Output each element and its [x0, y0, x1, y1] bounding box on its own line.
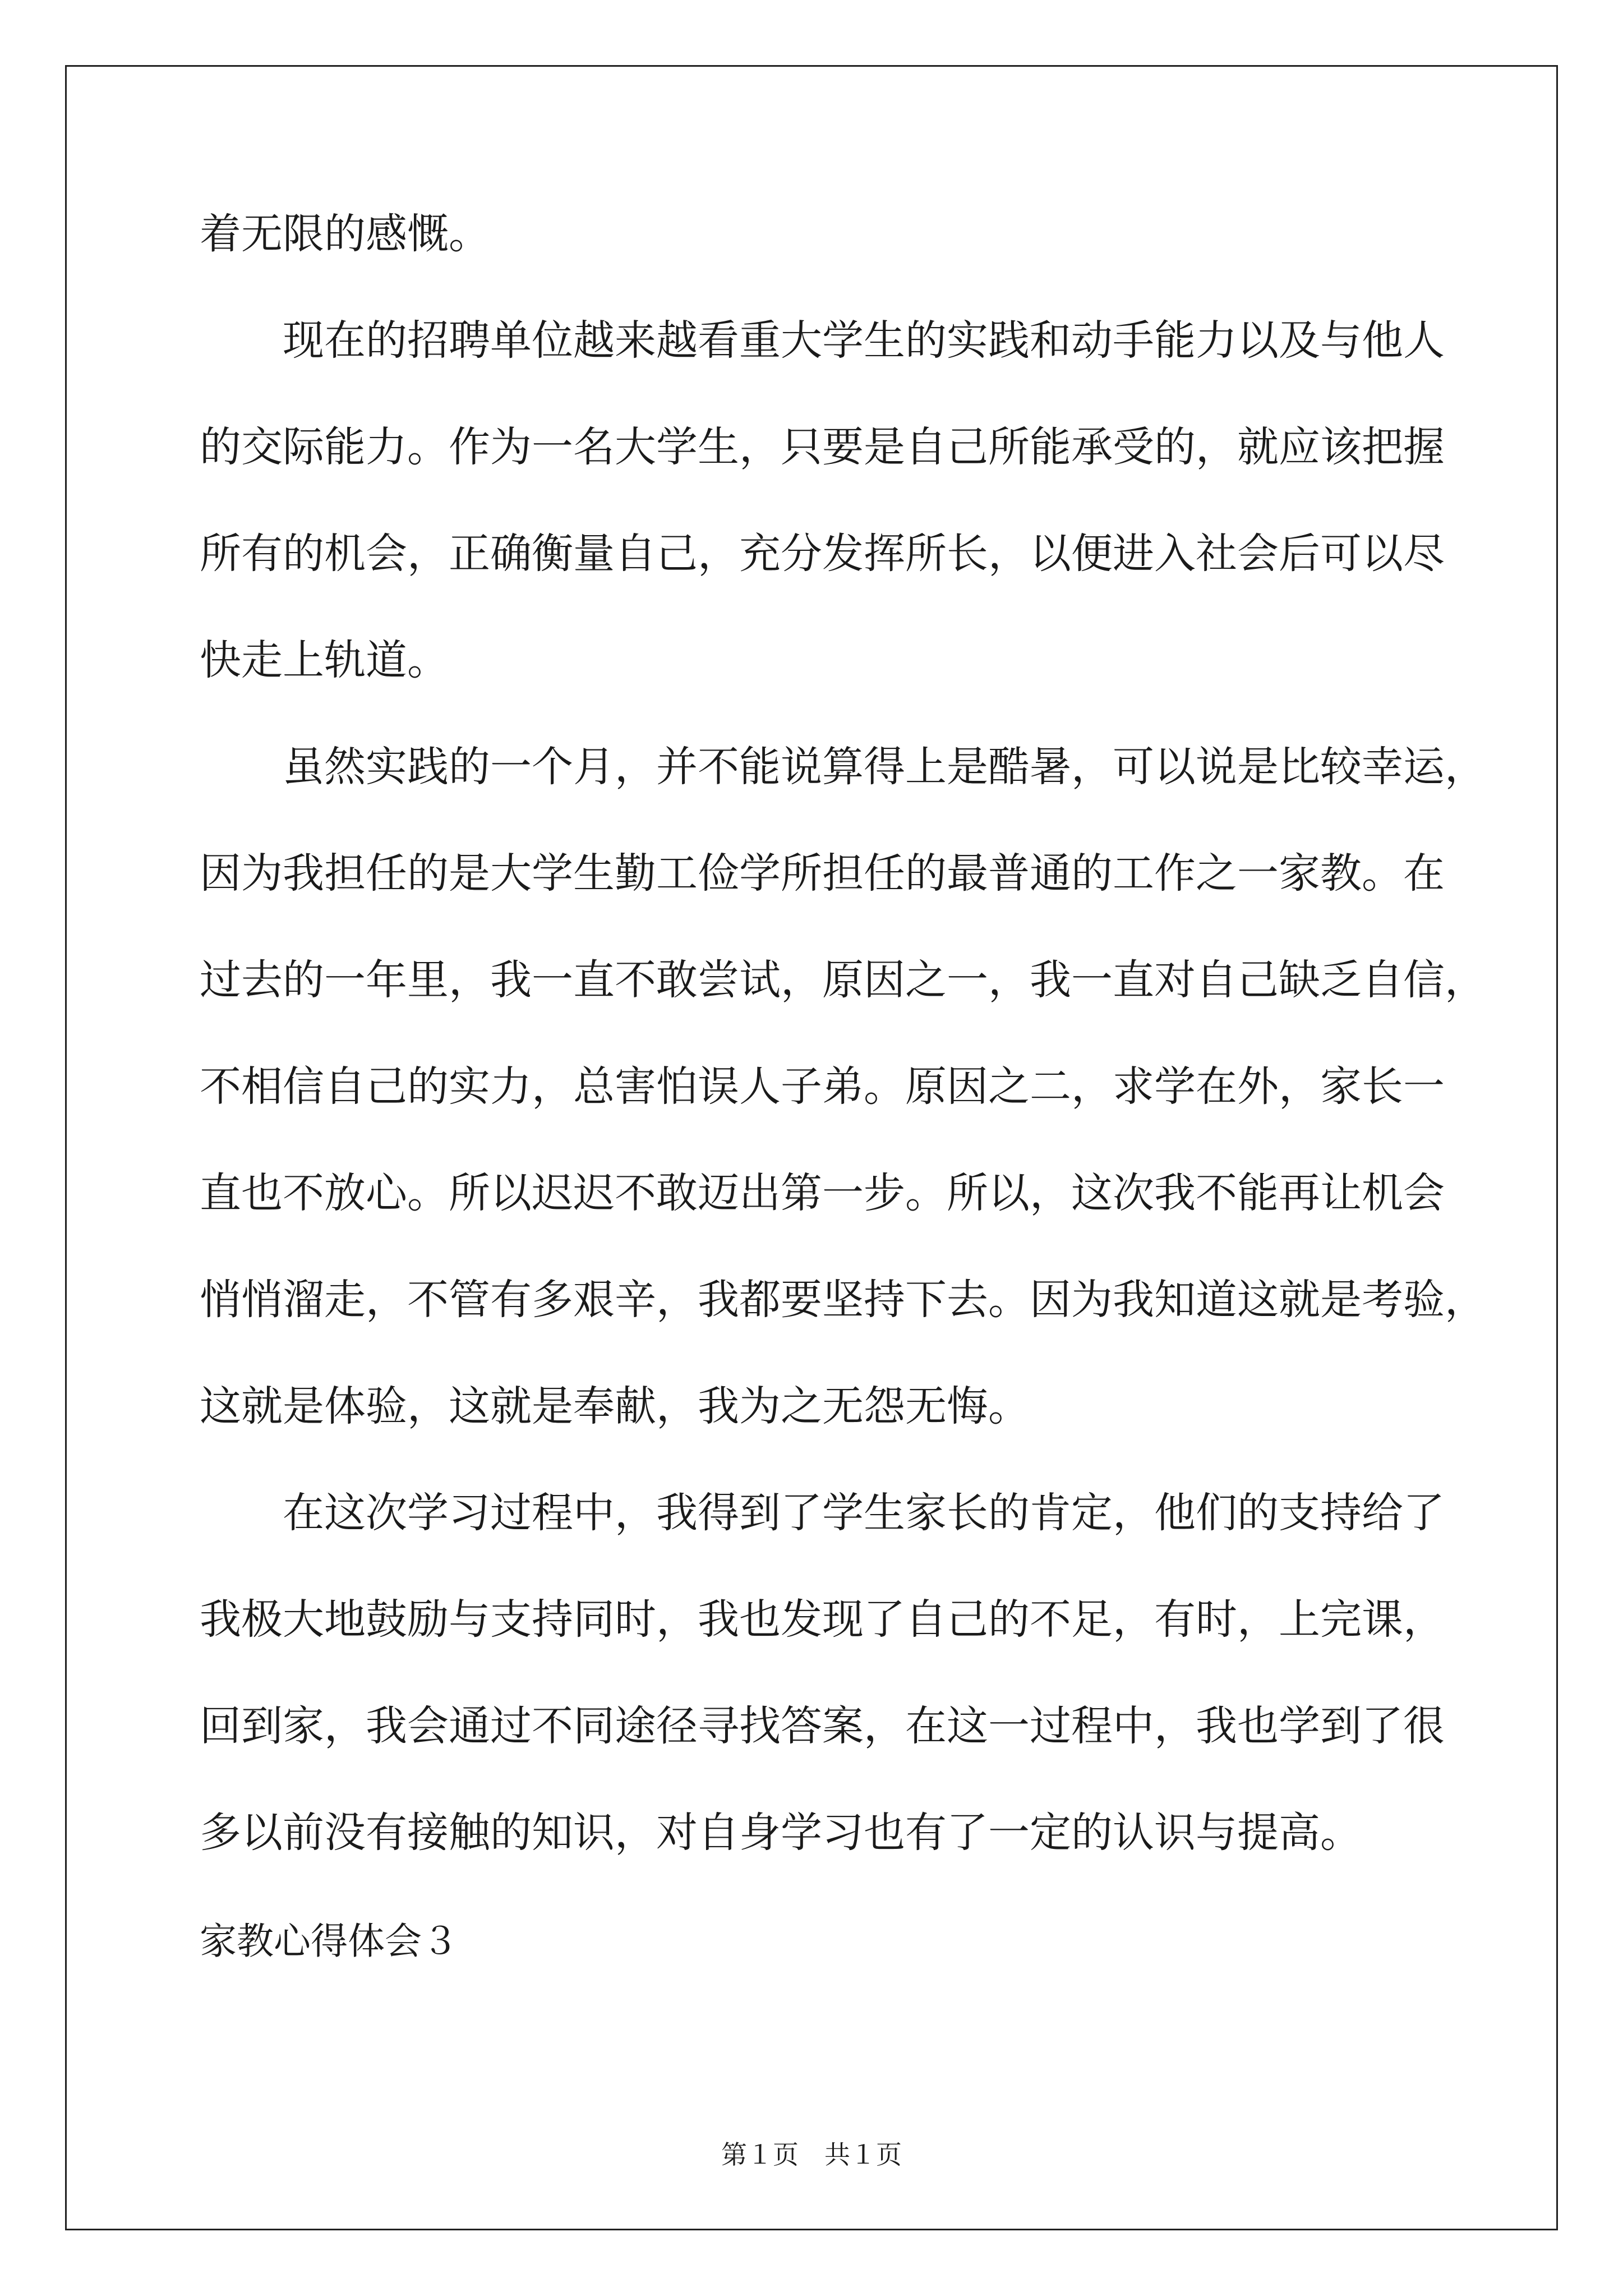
text-line: 回到家，我会通过不同途径寻找答案，在这一过程中，我也学到了很: [200, 1702, 1445, 1750]
text-line: 因为我担任的是大学生勤工俭学所担任的最普通的工作之一家教。在: [200, 849, 1445, 898]
text-line: 的交际能力。作为一名大学生，只要是自己所能承受的，就应该把握: [200, 423, 1445, 471]
text-line: 现在的招聘单位越来越看重大学生的实践和动手能力以及与他人: [200, 316, 1445, 365]
text-line: 直也不放心。所以迟迟不敢迈出第一步。所以，这次我不能再让机会: [200, 1169, 1445, 1217]
page-border: [65, 65, 1558, 2230]
text-line: 虽然实践的一个月，并不能说算得上是酷暑，可以说是比较幸运，: [200, 743, 1486, 791]
text-line: 所有的机会，正确衡量自己，充分发挥所长，以便进入社会后可以尽: [200, 530, 1445, 578]
text-line: 我极大地鼓励与支持同时，我也发现了自己的不足，有时，上完课，: [200, 1595, 1445, 1644]
text-line: 这就是体验，这就是奉献，我为之无怨无悔。: [200, 1382, 1030, 1430]
text-line: 不相信自己的实力，总害怕误人子弟。原因之二，求学在外，家长一: [200, 1062, 1445, 1111]
text-line: 多以前没有接触的知识，对自身学习也有了一定的认识与提高。: [200, 1809, 1362, 1857]
text-line: 着无限的感慨。: [200, 210, 490, 258]
text-line: 快走上轨道。: [200, 636, 449, 684]
text-line: 悄悄溜走，不管有多艰辛，我都要坚持下去。因为我知道这就是考验，: [200, 1276, 1486, 1324]
page-footer: 第１页 共１页: [721, 2139, 902, 2170]
section-heading: 家教心得体会３: [200, 1920, 459, 1963]
text-line: 在这次学习过程中，我得到了学生家长的肯定，他们的支持给了: [200, 1489, 1445, 1537]
text-line: 过去的一年里，我一直不敢尝试，原因之一，我一直对自己缺乏自信，: [200, 956, 1486, 1004]
